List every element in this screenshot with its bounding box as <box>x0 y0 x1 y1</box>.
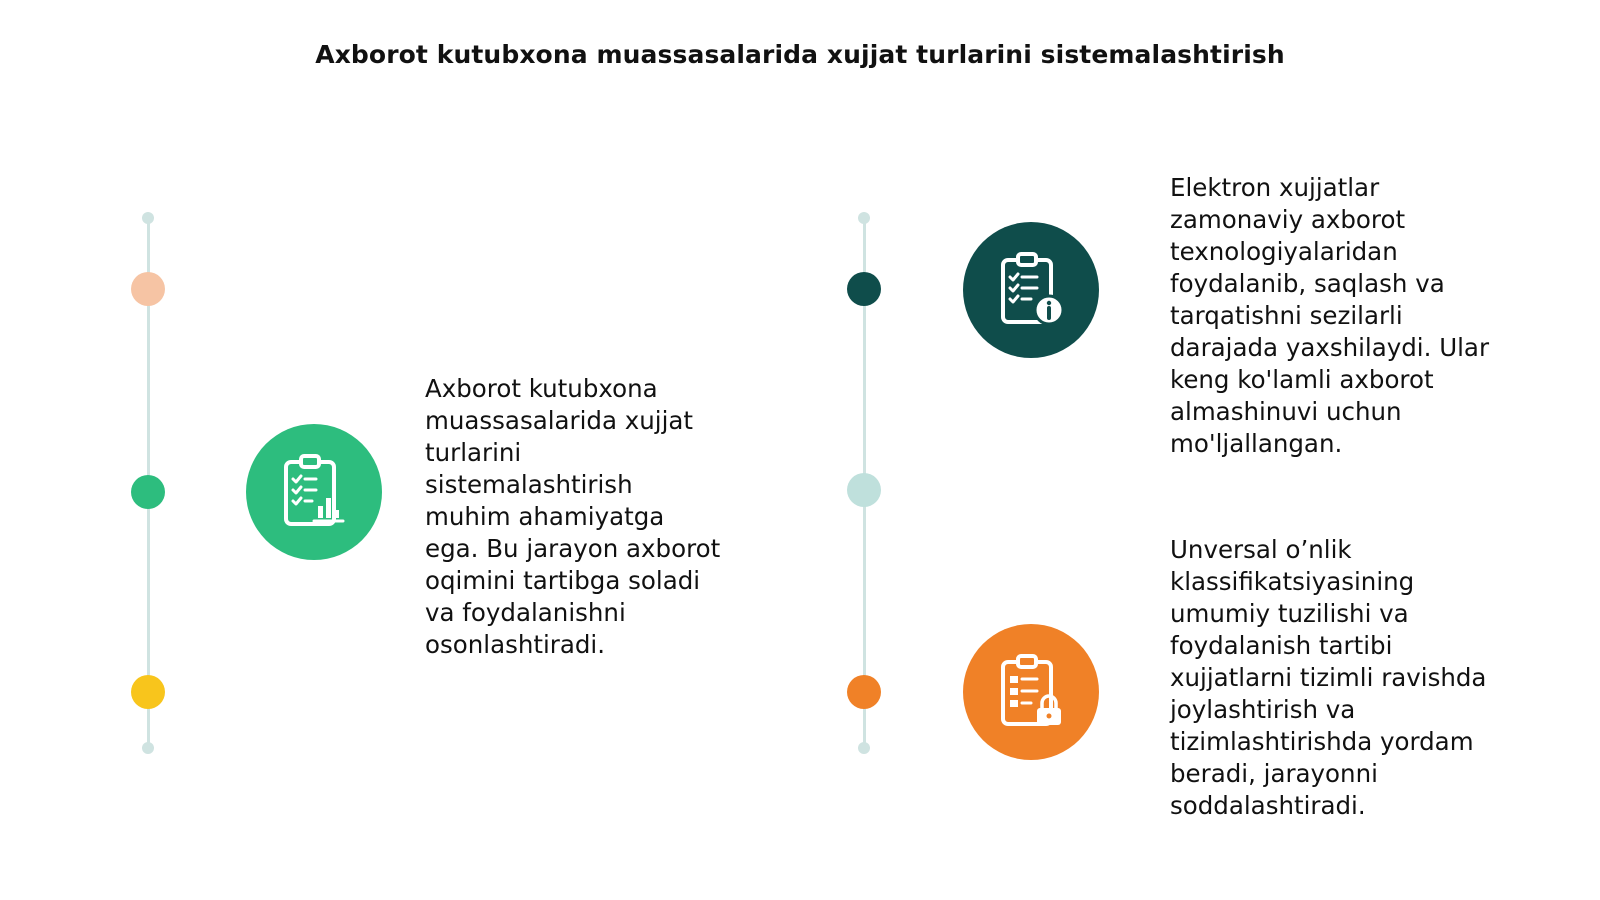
clipboard-info-icon <box>989 248 1073 332</box>
left-timeline-bottom-cap <box>142 742 154 754</box>
right-marker-dark-teal <box>847 272 881 306</box>
block-text-1: Axborot kutubxona muassasalarida xujjat turlarini sistemalashtirish muhim ahamiyatga ega. Bu jarayon axborot oqimini tartibga soladi va foydalanishni osonlashtiradi. <box>425 374 721 659</box>
right-marker-mint <box>847 473 881 507</box>
left-marker-peach <box>131 272 165 306</box>
left-marker-yellow <box>131 675 165 709</box>
block-text-3: Unversal o’nlik klassifikatsiyasining umumiy tuzilishi va foydalanish tartibi xujjatlarni tizimli ravishda joylashtirish va tizimlashtirishda yordam beradi, jarayonni soddalashtiradi. <box>1170 535 1487 820</box>
clipboard-chart-badge <box>246 424 382 560</box>
clipboard-lock-icon <box>989 650 1073 734</box>
block-text-2: Elektron xujjatlar zamonaviy axborot texnologiyalaridan foydalanib, saqlash va tarqatishni sezilarli darajada yaxshilaydi. Ular keng ko'lamli axborot almashinuvi uchun mo'ljallangan. <box>1170 173 1490 458</box>
clipboard-chart-icon <box>272 450 356 534</box>
right-marker-orange <box>847 675 881 709</box>
right-timeline-bottom-cap <box>858 742 870 754</box>
clipboard-info-badge <box>963 222 1099 358</box>
left-marker-green <box>131 475 165 509</box>
left-timeline-top-cap <box>142 212 154 224</box>
clipboard-lock-badge <box>963 624 1099 760</box>
page-title: Axborot kutubxona muassasalarida xujjat turlarini sistemalashtirish <box>315 40 1285 69</box>
right-timeline-top-cap <box>858 212 870 224</box>
